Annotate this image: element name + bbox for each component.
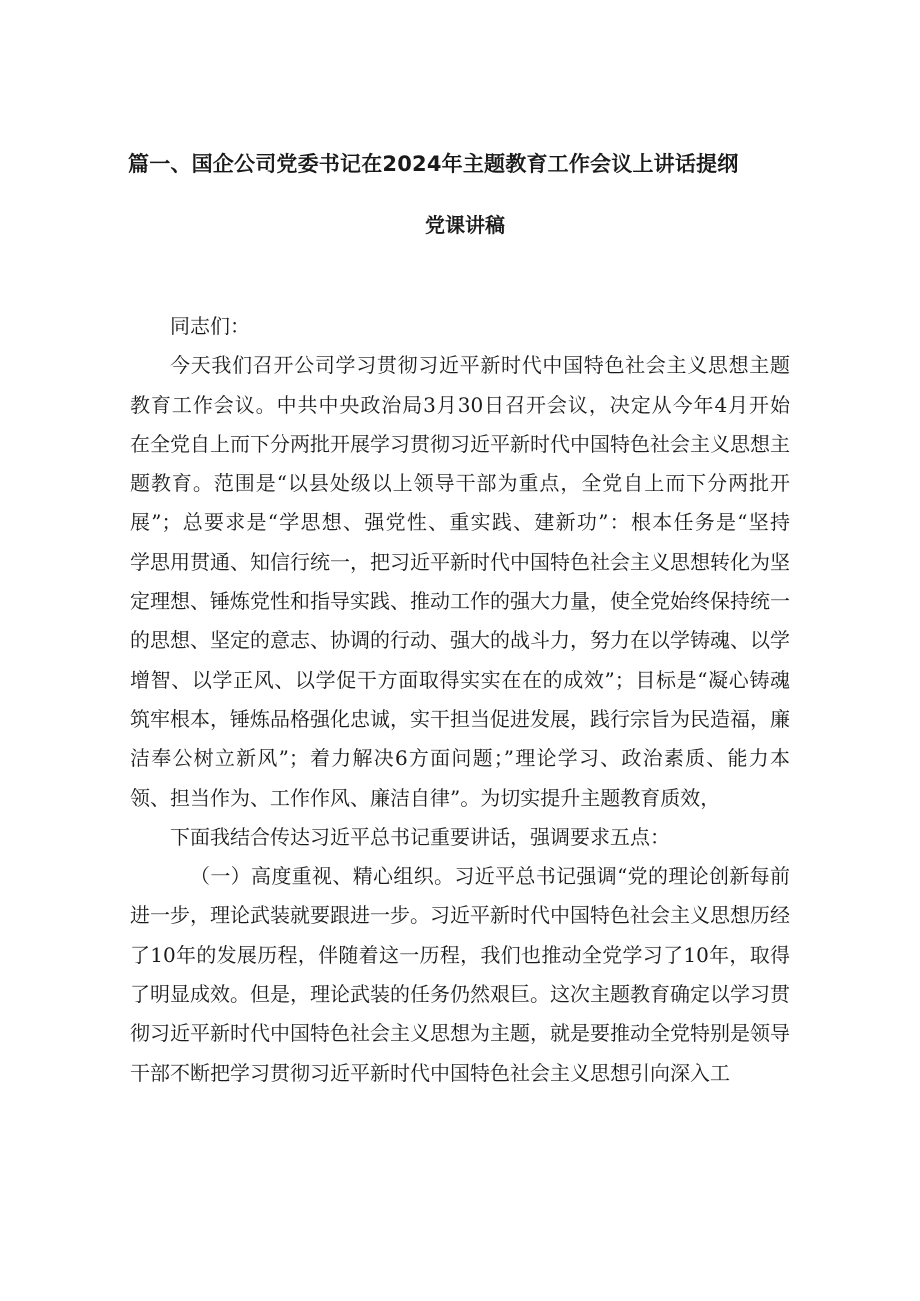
body-line: 领、担当作为、工作作风、廉洁自律”。为切实提升主题教育质效，: [130, 785, 721, 810]
body-line: 今天我们召开公司学习贯彻习近平新时代中国特色社会主义思想主题: [170, 353, 790, 378]
body-line: 筑牢根本，锤炼品格强化忠诚，实干担当促进发展，践行宗旨为民造福，廉: [130, 706, 790, 731]
body-line: 干部不断把学习贯彻习近平新时代中国特色社会主义思想引向深入工: [130, 1060, 730, 1085]
body-line: 增智、以学正风、以学促干方面取得实实在在的成效”；目标是“凝心铸魂: [130, 667, 790, 692]
body-line: 学思用贯通、知信行统一，把习近平新时代中国特色社会主义思想转化为坚: [130, 549, 790, 574]
salutation: 同志们：: [170, 314, 250, 338]
body-line: 题教育。范围是“以县处级以上领导干部为重点，全党自上而下分两批开: [130, 471, 790, 496]
body-line: 下面我结合传达习近平总书记重要讲话，强调要求五点：: [170, 824, 670, 849]
document-title: 篇一、国企公司党委书记在2024年主题教育工作会议上讲话提纲: [128, 152, 739, 176]
body-line: 了10年的发展历程，伴随着这一历程，我们也推动全党学习了10年，取得: [130, 942, 790, 967]
document-body: [130, 307, 790, 1093]
body-line: 进一步，理论武装就要跟进一步。习近平新时代中国特色社会主义思想历经: [130, 903, 790, 928]
body-line: 了明显成效。但是，理论武装的任务仍然艰巨。这次主题教育确定以学习贯: [130, 982, 790, 1007]
body-line: 展”；总要求是“学思想、强党性、重实践、建新功”：根本任务是“坚持: [130, 510, 790, 535]
body-line: 的思想、坚定的意志、协调的行动、强大的战斗力，努力在以学铸魂、以学: [130, 628, 790, 653]
body-line: 彻习近平新时代中国特色社会主义思想为主题，就是要推动全党特别是领导: [130, 1021, 790, 1046]
body-line: 定理想、锤炼党性和指导实践、推动工作的强大力量，使全党始终保持统一: [130, 589, 790, 614]
body-line: 教育工作会议。中共中央政治局3月30日召开会议，决定从今年4月开始: [130, 392, 790, 417]
section-heading-line: （一）高度重视、精心组织。习近平总书记强调“党的理论创新每前: [190, 864, 790, 889]
body-line: 洁奉公树立新风”；着力解决6方面问题；”理论学习、政治素质、能力本: [130, 746, 790, 771]
document-subtitle: 党课讲稿: [425, 213, 505, 237]
body-line: 在全党自上而下分两批开展学习贯彻习近平新时代中国特色社会主义思想主: [130, 431, 790, 456]
